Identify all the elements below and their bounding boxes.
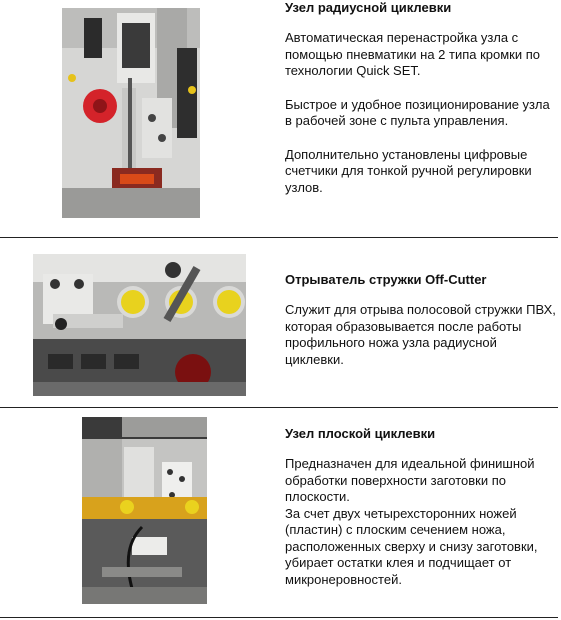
section-paragraph: Предназначен для идеальной финишной обработки поверхности заготовки по плоскости.: [285, 456, 535, 504]
radius-scraper-photo: [62, 8, 200, 218]
feature-off-cutter: [0, 238, 561, 408]
section-paragraph: Автоматическая перенастройка узла с помощью пневматики на 2 типа кромки по технологии Quick SET.: [285, 30, 541, 78]
section-paragraph: Быстрое и удобное позиционирование узла в рабочей зоне с пульта управления.: [285, 96, 550, 128]
section-divider: [0, 617, 558, 618]
section-title: Узел плоской циклевки: [285, 426, 436, 441]
section-title: Отрыватель стружки Off-Cutter: [285, 272, 487, 287]
section-title: Узел радиусной циклевки: [285, 0, 452, 15]
off-cutter-text: [285, 272, 557, 368]
radius-scraper-text: [285, 0, 557, 196]
feature-radius-scraper: [0, 0, 561, 238]
flat-scraper-photo: [82, 417, 207, 604]
off-cutter-photo: [33, 254, 246, 396]
section-paragraph: За счет двух четырехсторонних ножей (пластин) с плоским сечением ножа, расположенных сверху и снизу заготовки, убирает остатки клея и подчищает от микронеровностей.: [285, 505, 538, 587]
feature-flat-scraper: [0, 408, 561, 620]
section-paragraph: Служит для отрыва полосовой стружки ПВХ, которая образовывается после работы профильного ножа узла радиусной циклевки.: [285, 302, 556, 367]
section-paragraph: Дополнительно установлены цифровые счетчики для тонкой ручной регулировки узлов.: [285, 146, 532, 195]
flat-scraper-text: [285, 426, 557, 588]
